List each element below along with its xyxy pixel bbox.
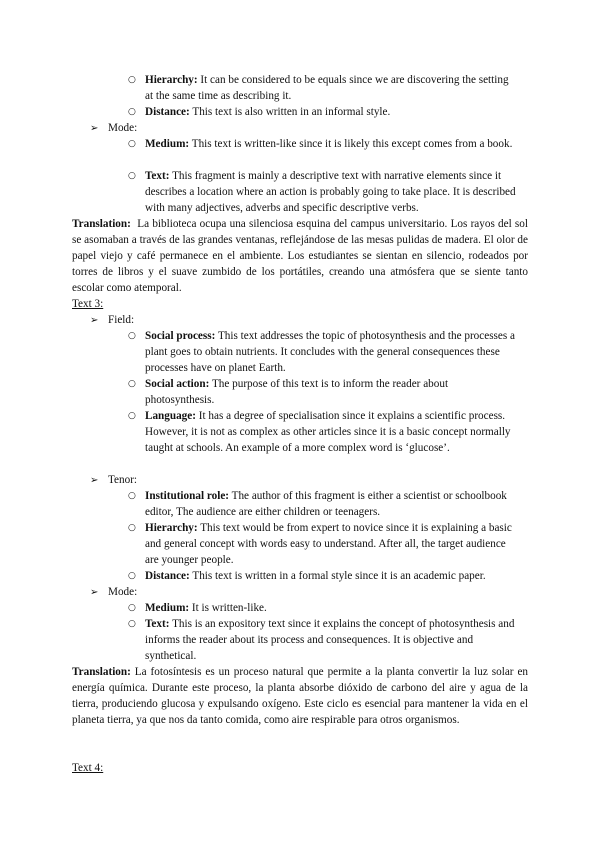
field-social-action-item bbox=[128, 376, 516, 408]
item-term: Distance: bbox=[145, 570, 190, 582]
tenor-distance-item bbox=[128, 104, 516, 120]
hollow-bullet-icon: ○ bbox=[128, 379, 136, 389]
tenor-distance-item-3 bbox=[128, 568, 516, 584]
item-term: Medium: bbox=[145, 602, 190, 614]
item-text: The purpose of this text is to inform the reader about photosynthesis. bbox=[145, 378, 449, 406]
item-text: It has a degree of specialisation since it explains a scientific process. However, it is not as complex as other articles since it is a basic concept normally taught at schools. An example of a more complex word is ‘glucose’. bbox=[145, 410, 511, 454]
item-text: This fragment is mainly a descriptive text with narrative elements since it describes a location where an action is probably going to take place. It is described with many adjectives, adverbs and specific descriptive verbs. bbox=[145, 170, 516, 214]
arrow-bullet-icon: ➢ bbox=[90, 587, 99, 598]
translation-text: La fotosíntesis es un proceso natural que permite a la planta convertir la luz solar en energía química. Durante este proceso, la planta absorbe dióxido de carbono del aire y agua de la tierra, produciendo glucosa y expulsando oxígeno. Este ciclo es esencial para mantener la vida en el planeta tierra, ya que nos da tanto comida, como aire respirable para otros organismos. bbox=[72, 666, 529, 726]
hollow-bullet-icon: ○ bbox=[128, 571, 136, 581]
hollow-bullet-icon: ○ bbox=[128, 331, 136, 341]
translation-text: La biblioteca ocupa una silenciosa esquina del campus universitario. Los rayos del sol se asomaban a través de las grandes ventanas, reflejándose de las mesas pulidas de madera. El olor de papel viejo y café permanece en el ambiente. Los estudiantes se sientan en silencio, rodeados por torres de libros y el suave zumbido de los portátiles, creando una atmósfera que se siente tanto escolar como atemporal. bbox=[72, 218, 528, 294]
mode-text-item bbox=[128, 168, 516, 216]
arrow-bullet-icon: ➢ bbox=[90, 315, 99, 326]
mode-label: ➢ Mode: bbox=[90, 120, 137, 137]
item-text: The author of this fragment is either a scientist or schoolbook editor, The audience are either children or teenagers. bbox=[145, 490, 507, 518]
item-term: Social action: bbox=[145, 378, 210, 390]
mode-label-3: ➢ Mode: bbox=[90, 584, 137, 601]
text4-heading: Text 4: bbox=[72, 762, 104, 774]
item-term: Language: bbox=[145, 410, 196, 422]
item-term: Medium: bbox=[145, 138, 190, 150]
translation-paragraph bbox=[72, 216, 528, 296]
item-term: Text: bbox=[145, 618, 170, 630]
hollow-bullet-icon: ○ bbox=[128, 523, 136, 533]
mode-text-item-3 bbox=[128, 616, 516, 664]
hollow-bullet-icon: ○ bbox=[128, 107, 136, 117]
translation-label: Translation: bbox=[72, 666, 131, 678]
item-text: This text addresses the topic of photosynthesis and the processes a plant goes to obtain nutrients. It concludes with the general consequences these processes have on planet Earth. bbox=[145, 330, 515, 374]
item-text: This text is written-like since it is likely this except comes from a book. bbox=[191, 138, 513, 150]
tenor-institutional-role-item bbox=[128, 488, 516, 520]
arrow-bullet-icon: ➢ bbox=[90, 475, 99, 486]
tenor-hierarchy-item-3 bbox=[128, 520, 516, 568]
hollow-bullet-icon: ○ bbox=[128, 75, 136, 85]
field-language-item bbox=[128, 408, 516, 456]
item-text: This text would be from expert to novice since it is explaining a basic and general concept with words easy to understand. After all, the target audience are younger people. bbox=[145, 522, 512, 566]
item-term: Text: bbox=[145, 170, 170, 182]
item-text: This is an expository text since it explains the concept of photosynthesis and informs the reader about its process and consequences. It is objective and synthetical. bbox=[145, 618, 515, 662]
item-text: This text is also written in an informal style. bbox=[192, 106, 391, 118]
item-term: Distance: bbox=[145, 106, 190, 118]
hollow-bullet-icon: ○ bbox=[128, 411, 136, 421]
field-label: ➢ Field: bbox=[90, 312, 134, 329]
field-social-process-item bbox=[128, 328, 516, 376]
hollow-bullet-icon: ○ bbox=[128, 491, 136, 501]
item-term: Social process: bbox=[145, 330, 216, 342]
item-term: Hierarchy: bbox=[145, 522, 198, 534]
hollow-bullet-icon: ○ bbox=[128, 619, 136, 629]
item-text: It can be considered to be equals since we are discovering the setting at the same time as describing it. bbox=[145, 74, 509, 102]
translation-paragraph-3 bbox=[72, 664, 528, 728]
mode-medium-item bbox=[128, 136, 516, 152]
hollow-bullet-icon: ○ bbox=[128, 139, 136, 149]
mode-medium-item-3 bbox=[128, 600, 516, 616]
hollow-bullet-icon: ○ bbox=[128, 603, 136, 613]
tenor-hierarchy-item bbox=[128, 72, 516, 104]
item-term: Hierarchy: bbox=[145, 74, 198, 86]
item-text: It is written-like. bbox=[191, 602, 267, 614]
item-text: This text is written in a formal style since it is an academic paper. bbox=[192, 570, 486, 582]
arrow-bullet-icon: ➢ bbox=[90, 123, 99, 134]
item-term: Institutional role: bbox=[145, 490, 230, 502]
translation-label: Translation: bbox=[72, 218, 131, 230]
tenor-label: ➢ Tenor: bbox=[90, 472, 137, 489]
text3-heading: Text 3: bbox=[72, 298, 104, 310]
hollow-bullet-icon: ○ bbox=[128, 171, 136, 181]
